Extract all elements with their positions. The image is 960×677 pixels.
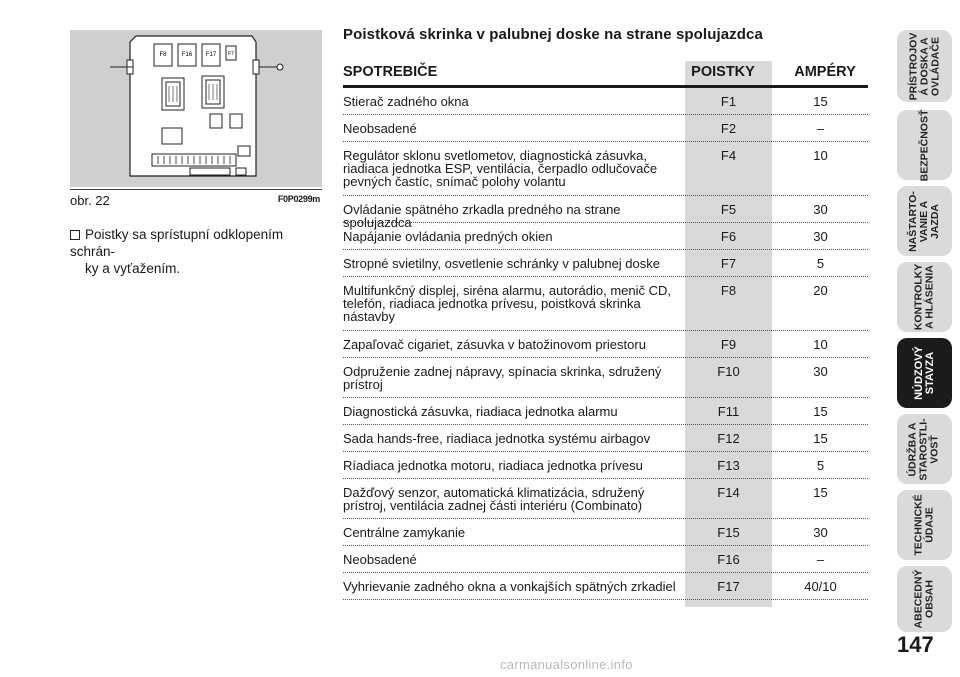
fuse-label-f7: F7 [228, 51, 234, 57]
checkbox-bullet-icon [70, 230, 80, 240]
table-row [343, 88, 868, 115]
chapter-tab-3[interactable] [897, 186, 952, 256]
row-consumer: Ríadiaca jednotka motoru, riadiaca jednotka prívesu [343, 458, 643, 473]
row-consumer: Zapaľovač cigariet, zásuvka v batožinovom priestoru [343, 337, 646, 352]
row-fuse: F6 [720, 229, 737, 244]
page-number: 147 [897, 632, 934, 657]
row-consumer: Odpruženie zadnej nápravy, spínacia skrinka, sdružený prístroj [343, 364, 662, 392]
row-consumer: Dažďový senzor, automatická klimatizácia, sdružený prístroj, ventilácia zadnej části interiéru (Combinato) [343, 485, 645, 513]
chapter-tab-label: BEZPEČNOSŤ [918, 109, 931, 181]
row-consumer: Neobsadené [343, 552, 417, 567]
table-row [343, 277, 868, 331]
table-row [343, 196, 868, 230]
figure-label: obr. 22 [70, 193, 110, 208]
table-row [343, 546, 868, 573]
row-fuse: F15 [717, 525, 740, 540]
header-fuses: POISTKY [691, 64, 755, 80]
row-consumer: Ovládanie spätného zrkadla predného na strane spolujazdca [343, 202, 621, 230]
note-line-2: ky a vyťažením. [85, 261, 181, 276]
chapter-tab-label: TECHNICKÉ ÚDAJE [912, 494, 936, 556]
chapter-tab-4[interactable] [897, 262, 952, 332]
row-fuse: F14 [717, 485, 740, 500]
row-amperes: 15 [813, 404, 828, 419]
row-amperes: 30 [813, 202, 828, 217]
row-fuse: F4 [720, 148, 737, 163]
row-amperes: 30 [813, 364, 828, 379]
watermark: carmanualsonline.info [500, 657, 633, 672]
row-fuse: F7 [720, 256, 737, 271]
table-row [343, 479, 868, 519]
chapter-tab-label: ABECEDNÝ OBSAH [912, 569, 936, 629]
chapter-tab-label: KONTROLKY A HLÁSENIA [912, 263, 936, 331]
table-row [343, 398, 868, 425]
row-consumer: Diagnostická zásuvka, riadiaca jednotka alarmu [343, 404, 618, 419]
header-amperes: AMPÉRY [794, 64, 856, 80]
fuse-table [343, 88, 868, 600]
row-amperes: 10 [813, 337, 828, 352]
table-row [343, 452, 868, 479]
fuse-box-illustration [70, 30, 322, 187]
table-header [343, 62, 868, 86]
row-amperes: 30 [813, 525, 828, 540]
row-amperes: – [816, 552, 825, 567]
chapter-tab-2[interactable] [897, 110, 952, 180]
row-amperes: 5 [816, 458, 825, 473]
row-amperes: 30 [813, 229, 828, 244]
row-amperes: 40/10 [804, 579, 837, 594]
row-fuse: F16 [717, 552, 740, 567]
row-amperes: 15 [813, 431, 828, 446]
access-note [70, 226, 330, 277]
figure-caption [70, 189, 322, 208]
row-amperes: 20 [813, 283, 828, 298]
row-fuse: F2 [720, 121, 737, 136]
chapter-tab-8[interactable] [897, 566, 952, 632]
row-consumer: Multifunkčný displej, siréna alarmu, autorádio, menič CD, telefón, riadiaca jednotka prívesu, poistková skrinka nástavby [343, 283, 672, 324]
table-row [343, 142, 868, 196]
table-row [343, 519, 868, 546]
row-amperes: 15 [813, 94, 828, 109]
table-row [343, 573, 868, 600]
chapter-tab-7[interactable] [897, 490, 952, 560]
page-title: Poistková skrinka v palubnej doske na strane spolujazdca [343, 26, 763, 43]
table-row [343, 358, 868, 398]
row-fuse: F13 [717, 458, 740, 473]
header-consumers: SPOTREBIČE [343, 64, 438, 80]
row-fuse: F11 [717, 404, 740, 419]
row-amperes: 15 [813, 485, 828, 500]
row-fuse: F8 [720, 283, 737, 298]
table-row [343, 223, 868, 250]
row-consumer: Stierač zadného okna [343, 94, 469, 109]
row-amperes: 10 [813, 148, 828, 163]
chapter-tab-5[interactable] [897, 338, 952, 408]
row-fuse: F12 [717, 431, 740, 446]
row-consumer: Regulátor sklonu svetlometov, diagnostická zásuvka, riadiaca jednotka ESP, ventilácia, čerpadlo odlučovače pevných častíc, snímač polohy volantu [343, 148, 658, 189]
row-fuse: F9 [720, 337, 737, 352]
table-row [343, 115, 868, 142]
table-row [343, 425, 868, 452]
table-row [343, 331, 868, 358]
note-line-1: Poistky sa sprístupní odklopením schrán- [70, 227, 284, 259]
chapter-tab-label: ÚDRŽBA A STAROSTLI- VOSŤ [907, 417, 941, 481]
row-fuse: F5 [720, 202, 737, 217]
row-fuse: F1 [720, 94, 737, 109]
fuse-box-drawing [70, 30, 322, 187]
chapter-tab-6[interactable] [897, 414, 952, 484]
table-row [343, 250, 868, 277]
chapter-tab-label: PRÍSTROJOV Á DOSKA A OVLÁDAČE [907, 32, 941, 100]
row-consumer: Stropné svietilny, osvetlenie schránky v palubnej doske [343, 256, 660, 271]
row-amperes: – [816, 121, 825, 136]
row-consumer: Vyhrievanie zadného okna a vonkajších spätných zrkadiel [343, 579, 676, 594]
chapter-tab-label: NÚDZOVÝ STAVZA [912, 346, 936, 400]
fuse-label-f17: F17 [205, 52, 217, 58]
row-consumer: Centrálne zamykanie [343, 525, 466, 540]
figure-code: F0P0299m [277, 194, 320, 204]
row-consumer: Neobsadené [343, 121, 417, 136]
row-fuse: F17 [717, 579, 740, 594]
row-consumer: Napájanie ovládania predných okien [343, 229, 553, 244]
chapter-tab-label: NAŠTARTO- VANIE A JAZDA [907, 190, 942, 252]
fuse-label-f16: F16 [181, 52, 193, 58]
row-consumer: Sada hands-free, riadiaca jednotka systému airbagov [343, 431, 651, 446]
row-amperes: 5 [816, 256, 825, 271]
chapter-tab-1[interactable] [897, 30, 952, 102]
fuse-label-f8: F8 [159, 52, 167, 58]
row-fuse: F10 [717, 364, 740, 379]
